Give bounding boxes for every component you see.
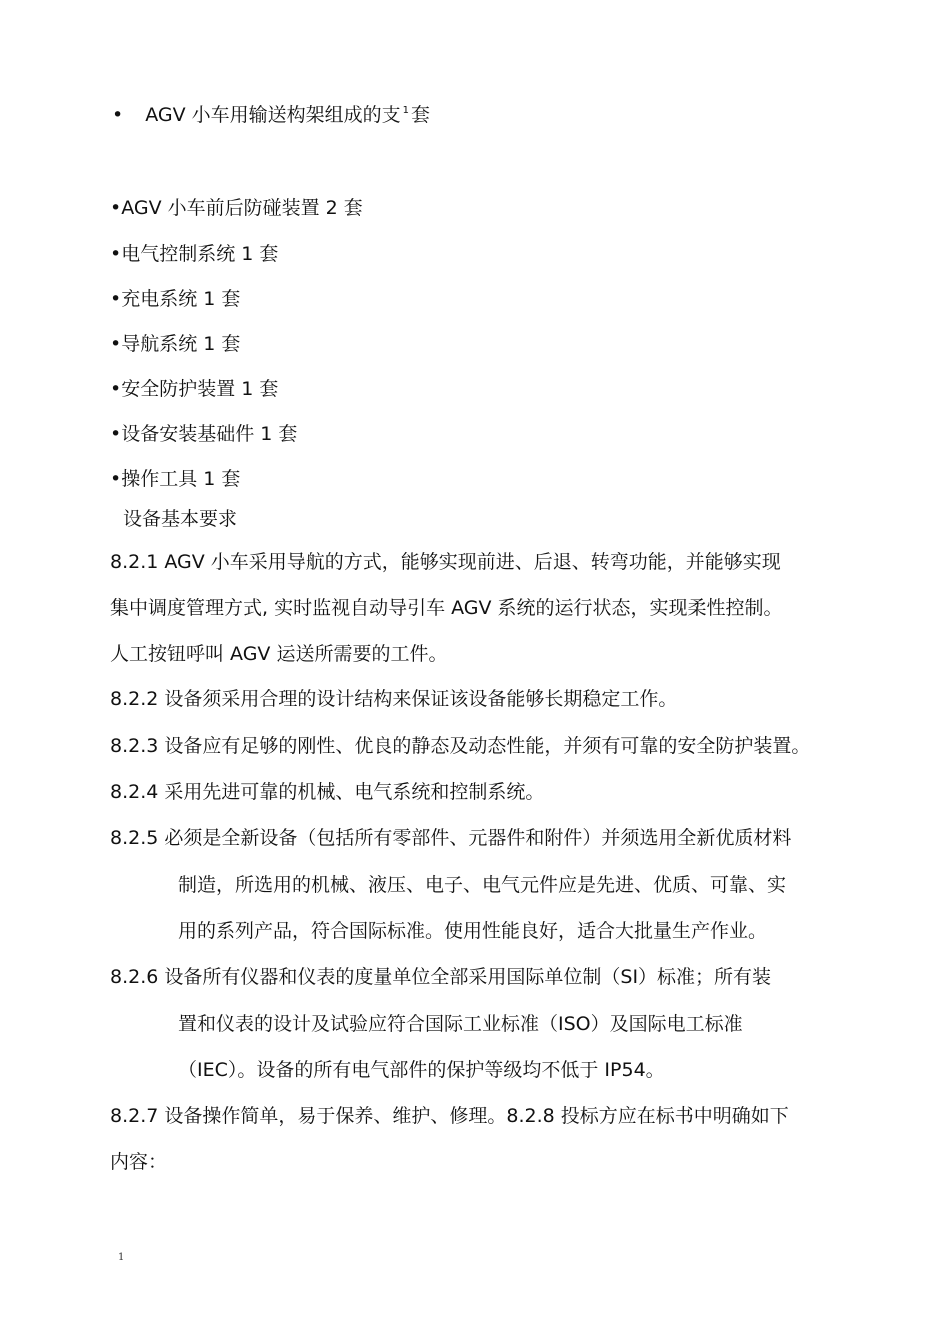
list-item: •操作工具 1 套: [110, 468, 241, 490]
section-heading: 设备基本要求: [123, 508, 238, 530]
paragraph-line: 内容：: [110, 1151, 168, 1173]
paragraph-line: 8.2.6 设备所有仪器和仪表的度量单位全部采用国际单位制（SI）标准；所有装: [110, 966, 772, 988]
page-number: 1: [118, 1252, 125, 1263]
paragraph-line: 集中调度管理方式, 实时监视自动导引车 AGV 系统的运行状态，实现柔性控制。: [110, 597, 783, 619]
list-item-text: AGV 小车用输送构架组成的支: [145, 104, 401, 126]
paragraph-line: 8.2.1 AGV 小车采用导航的方式，能够实现前进、后退、转弯功能，并能够实现: [110, 551, 781, 573]
bullet: •: [112, 104, 124, 126]
paragraph-line: 8.2.7 设备操作简单，易于保养、维护、修理。8.2.8 投标方应在标书中明确如下: [110, 1105, 789, 1127]
superscript: 1: [402, 105, 410, 116]
list-item: •导航系统 1 套: [110, 333, 241, 355]
paragraph-line: 人工按钮呼叫 AGV 运送所需要的工件。: [110, 643, 448, 665]
paragraph-line: 置和仪表的设计及试验应符合国际工业标准（ISO）及国际电工标准: [178, 1013, 743, 1035]
list-item: •电气控制系统 1 套: [110, 243, 279, 265]
paragraph-line: 制造，所选用的机械、液压、电子、电气元件应是先进、优质、可靠、实: [178, 874, 787, 896]
paragraph-line: 8.2.3 设备应有足够的刚性、优良的静态及动态性能，并须有可靠的安全防护装置。: [110, 735, 811, 757]
list-item: •AGV 小车前后防碰装置 2 套: [110, 197, 363, 219]
paragraph-line: 8.2.2 设备须采用合理的设计结构来保证该设备能够长期稳定工作。: [110, 688, 678, 710]
paragraph-line: 8.2.4 采用先进可靠的机械、电气系统和控制系统。: [110, 781, 545, 803]
paragraph-line: （IEC）。设备的所有电气部件的保护等级均不低于 IP54。: [178, 1059, 665, 1081]
paragraph-line: 用的系列产品，符合国际标准。使用性能良好，适合大批量生产作业。: [178, 920, 768, 942]
list-item: •充电系统 1 套: [110, 288, 241, 310]
list-item: •设备安装基础件 1 套: [110, 423, 298, 445]
paragraph-line: 8.2.5 必须是全新设备（包括所有零部件、元器件和附件）并须选用全新优质材料: [110, 827, 792, 849]
list-item: •安全防护装置 1 套: [110, 378, 279, 400]
list-item-suffix: 套: [411, 104, 431, 126]
list-item: [112, 103, 430, 131]
